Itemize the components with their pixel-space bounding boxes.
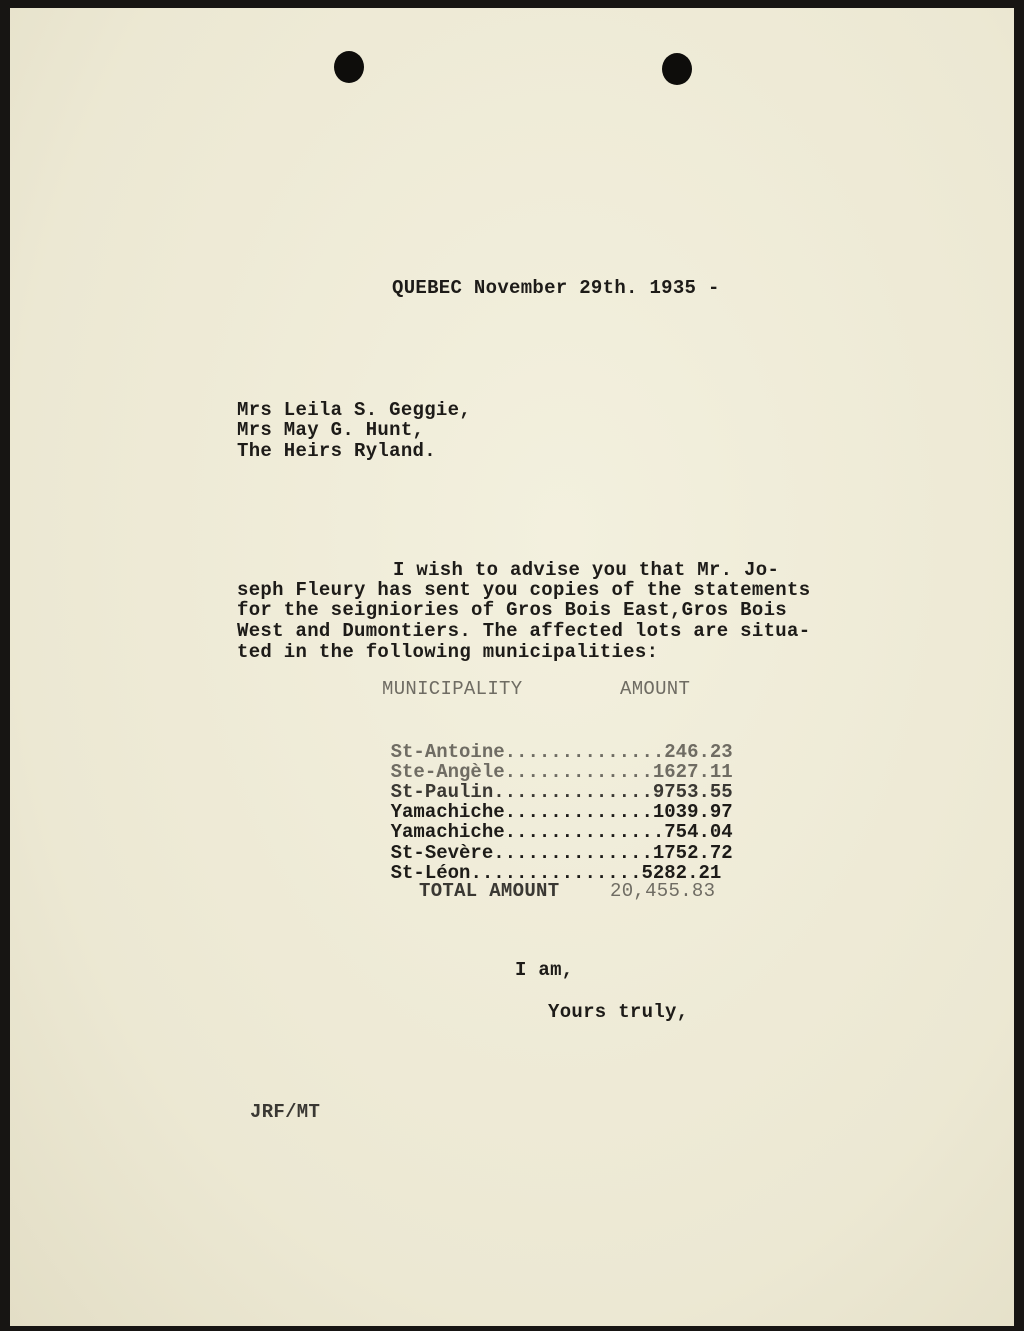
leader-dots: .............. <box>493 781 653 803</box>
reference-initials: JRF/MT <box>250 1101 321 1123</box>
body-line: I wish to advise you that Mr. Jo- <box>393 559 780 581</box>
municipality-name: Yamachiche <box>390 821 505 843</box>
closing-line: Yours truly, <box>548 1001 689 1023</box>
leader-dots: ............... <box>470 862 642 884</box>
body-line: for the seigniories of Gros Bois East,Gros Bois <box>237 599 787 621</box>
leader-dots: ............. <box>504 801 653 823</box>
amount-value: 1627.11 <box>652 761 733 783</box>
body-line: ted in the following municipalities: <box>237 641 659 663</box>
leader-dots: .............. <box>504 741 665 763</box>
amount-value: 246.23 <box>664 741 733 763</box>
closing-line: I am, <box>515 959 574 981</box>
amount-value: 5282.21 <box>641 862 722 884</box>
municipality-name: St-Sevère <box>390 842 494 864</box>
leader-dots: .............. <box>504 821 665 843</box>
table-header-amount: AMOUNT <box>620 678 691 700</box>
body-line: West and Dumontiers. The affected lots are situa- <box>237 620 811 642</box>
table-header-municipality: MUNICIPALITY <box>382 678 523 700</box>
municipality-name: Yamachiche <box>390 801 505 823</box>
amount-value: 1752.72 <box>652 842 733 864</box>
municipality-name: St-Paulin <box>390 781 494 803</box>
addressee-line: Mrs May G. Hunt, <box>237 419 425 441</box>
leader-dots: ............. <box>504 761 653 783</box>
dateline: QUEBEC November 29th. 1935 - <box>392 277 720 299</box>
municipality-name: St-Antoine <box>390 741 505 763</box>
amount-value: 754.04 <box>664 821 733 843</box>
addressee-line: Mrs Leila S. Geggie, <box>237 399 472 421</box>
leader-dots: .............. <box>493 842 653 864</box>
body-line: seph Fleury has sent you copies of the statements <box>237 579 811 601</box>
punch-hole-right <box>662 53 692 85</box>
total-label: TOTAL AMOUNT <box>419 880 560 902</box>
letter-page <box>10 8 1014 1326</box>
amount-value: 1039.97 <box>652 801 733 823</box>
municipality-name: Ste-Angèle <box>390 761 505 783</box>
municipality-name: St-Léon <box>390 862 471 884</box>
punch-hole-left <box>334 51 364 83</box>
total-value: 20,455.83 <box>610 880 716 902</box>
addressee-line: The Heirs Ryland. <box>237 440 436 462</box>
amount-value: 9753.55 <box>652 781 733 803</box>
